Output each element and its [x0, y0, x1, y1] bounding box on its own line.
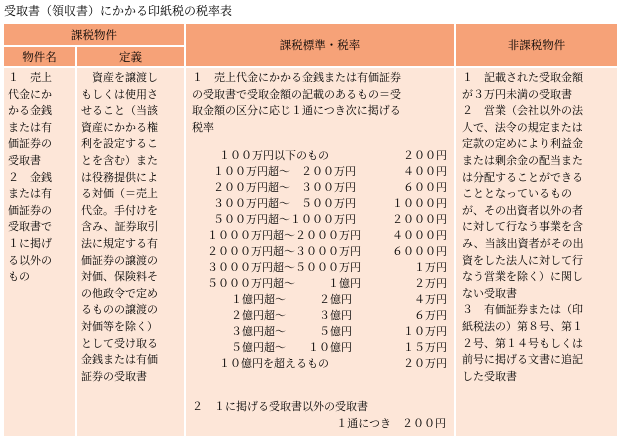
rate-range: １００万円以下のもの	[219, 149, 329, 162]
rate-range: ５００万円超～１０００万円	[213, 213, 356, 226]
non-taxable-lines	[462, 70, 611, 385]
text-line: ２号、第１４号もしくは	[462, 336, 583, 350]
rate-row	[207, 324, 447, 340]
text-line: または有	[8, 120, 52, 134]
text-line: は役務提供によ	[81, 170, 158, 184]
header-standard-rate-label: 課税標準・税率	[279, 38, 361, 52]
text-line: るものの譲渡の	[81, 303, 158, 317]
text-line: の他政令で定め	[81, 286, 158, 300]
rate-tax: ４０００円	[392, 229, 447, 242]
text-line: もの	[8, 270, 30, 284]
rate-tax: １万円	[414, 261, 447, 274]
text-line: 紙税法の）第８号、第１	[462, 319, 583, 333]
page-title: 受取書（領収書）にかかる印紙税の税率表	[4, 4, 233, 18]
rate-range: ３００万円超～ ５００万円	[213, 197, 356, 210]
rate-row	[207, 260, 447, 276]
header-non-taxable	[456, 24, 617, 66]
text-line: 代金。手付けを	[81, 203, 158, 217]
rate-tax: ６００円	[403, 181, 447, 194]
definition-cell	[77, 68, 184, 436]
rate-row	[207, 164, 447, 180]
text-line: 金銭または有価	[81, 353, 158, 367]
rate-row	[207, 244, 447, 260]
text-line: もしくは使用さ	[81, 87, 158, 101]
rate-range: １億円超～ ２億円	[231, 293, 352, 306]
text-line: した受取書	[462, 369, 517, 383]
text-line: が、その出資者以外の者	[462, 203, 583, 217]
header-definition	[77, 47, 184, 66]
text-line: の受取書で受取金額の記載のあるもの＝受	[192, 87, 401, 101]
text-line: 法に規定する有	[81, 236, 158, 250]
item-name-cell	[4, 68, 75, 436]
rate-row	[207, 356, 447, 372]
text-line: せること（当該	[81, 104, 158, 118]
header-non-taxable-label: 非課税物件	[507, 38, 566, 52]
text-line: １ 売上	[8, 71, 52, 84]
text-line: 受取書	[8, 153, 41, 167]
rate-tax: ２０万円	[403, 357, 447, 370]
header-taxable-item-label: 課税物件	[71, 27, 117, 42]
text-line: 資産にかかる権	[81, 120, 158, 134]
rate-row	[207, 196, 447, 212]
rate-range: １００万円超～ ２００万円	[213, 165, 356, 178]
text-line: 前号に掲げる文書に追記	[462, 353, 583, 367]
rate-range: １０００万円超～２０００万円	[207, 229, 361, 242]
text-line: ２ 金銭	[8, 170, 52, 184]
rate-row	[207, 212, 447, 228]
rate-table	[207, 148, 447, 372]
text-line: 価証券の	[8, 203, 52, 217]
rate-row	[207, 148, 447, 164]
rate-range: １０億円を超えるもの	[219, 357, 329, 370]
rate-tax: １０万円	[403, 325, 447, 338]
header-taxable-item	[4, 24, 184, 45]
text-line: かる金銭	[8, 104, 52, 118]
rate-tax: ６０００円	[392, 245, 447, 258]
rate-row	[207, 292, 447, 308]
header-item-name	[4, 47, 75, 66]
text-line: 対価、保険料そ	[81, 270, 158, 284]
text-line: こととなっているもの	[462, 187, 572, 201]
text-line: ない受取書	[462, 286, 517, 300]
header-standard-rate	[186, 24, 454, 66]
text-line: ２ 営業（会社以外の法	[462, 104, 583, 118]
rate-tax: ４万円	[414, 293, 447, 306]
text-line: として受け取る	[81, 336, 158, 350]
rate-tax: ２００円	[403, 149, 447, 162]
rate-range: ５０００万円超～ １億円	[207, 277, 361, 290]
rate-range: ２０００万円超～３０００万円	[207, 245, 361, 258]
text-line: 利を設定するこ	[81, 137, 158, 151]
text-line: 価証券の譲渡の	[81, 253, 158, 267]
text-line: 資産を譲渡し	[81, 71, 158, 84]
text-line: 含み、証券取引	[81, 220, 159, 234]
rate-range: ３億円超～ ５億円	[231, 325, 352, 338]
text-line: １ 記載された受取金額	[462, 71, 583, 84]
header-item-name-label: 物件名	[22, 49, 57, 64]
text-line: は分配することができる	[462, 170, 583, 184]
text-line: る以外の	[8, 253, 52, 267]
rate-range: ３０００万円超～５０００万円	[207, 261, 361, 274]
rate-tax: ２万円	[414, 277, 447, 290]
rate-tax: １５万円	[403, 341, 447, 354]
text-line: または剰余金の配当また	[462, 153, 583, 167]
text-line: １に掲げ	[8, 236, 52, 250]
rate-intro-lines	[192, 70, 448, 136]
text-line: 証券の受取書	[81, 369, 147, 383]
rate-tax: ４００円	[403, 165, 447, 178]
rate-item2-label: ２ １に掲げる受取書以外の受取書	[192, 400, 368, 413]
rate-item2-per-copy: １通につき ２００円	[336, 417, 446, 430]
text-line: ３ 有価証券または（印	[462, 303, 583, 317]
text-line: 対価等を除く）	[81, 319, 158, 333]
rate-range: ２００万円超～ ３００万円	[213, 181, 356, 194]
text-line: なう営業を除く）に関し	[462, 270, 583, 284]
rate-range: ２億円超～ ３億円	[231, 309, 352, 322]
rate-range: ５億円超～ １０億円	[231, 341, 352, 354]
header-definition-label: 定義	[119, 49, 142, 64]
text-line: 人で、法令の規定または	[462, 120, 583, 134]
text-line: 取金額の区分に応じ１通につき次に掲げる	[192, 104, 401, 118]
text-line: とを含む）また	[81, 153, 158, 167]
rate-tax: ６万円	[414, 309, 447, 322]
rate-item2	[192, 398, 448, 434]
text-line: る対価（＝売上	[81, 187, 158, 201]
text-line: 資をした法人に対して行	[462, 253, 583, 267]
definition-lines	[81, 70, 180, 385]
text-line: １ 売上代金にかかる金銭または有価証券	[192, 71, 401, 84]
text-line: 税率	[192, 120, 214, 134]
text-line: 代金にか	[8, 87, 52, 101]
text-line: 価証券の	[8, 137, 52, 151]
text-line: に対して行なう事業を含	[462, 220, 583, 234]
rate-row	[207, 340, 447, 356]
rate-row	[207, 276, 447, 292]
item-name-lines	[8, 70, 71, 286]
text-line: み、当該出資者がその出	[462, 236, 584, 250]
rate-tax: ２０００円	[392, 213, 447, 226]
rate-row	[207, 308, 447, 324]
rate-row	[207, 228, 447, 244]
text-line: が３万円未満の受取書	[462, 87, 572, 101]
rate-tax: １０００円	[392, 197, 447, 210]
text-line: または有	[8, 187, 52, 201]
text-line: 定款の定めにより利益金	[462, 137, 583, 151]
non-taxable-cell	[456, 68, 617, 436]
text-line: 受取書で	[8, 220, 52, 234]
rate-row	[207, 180, 447, 196]
